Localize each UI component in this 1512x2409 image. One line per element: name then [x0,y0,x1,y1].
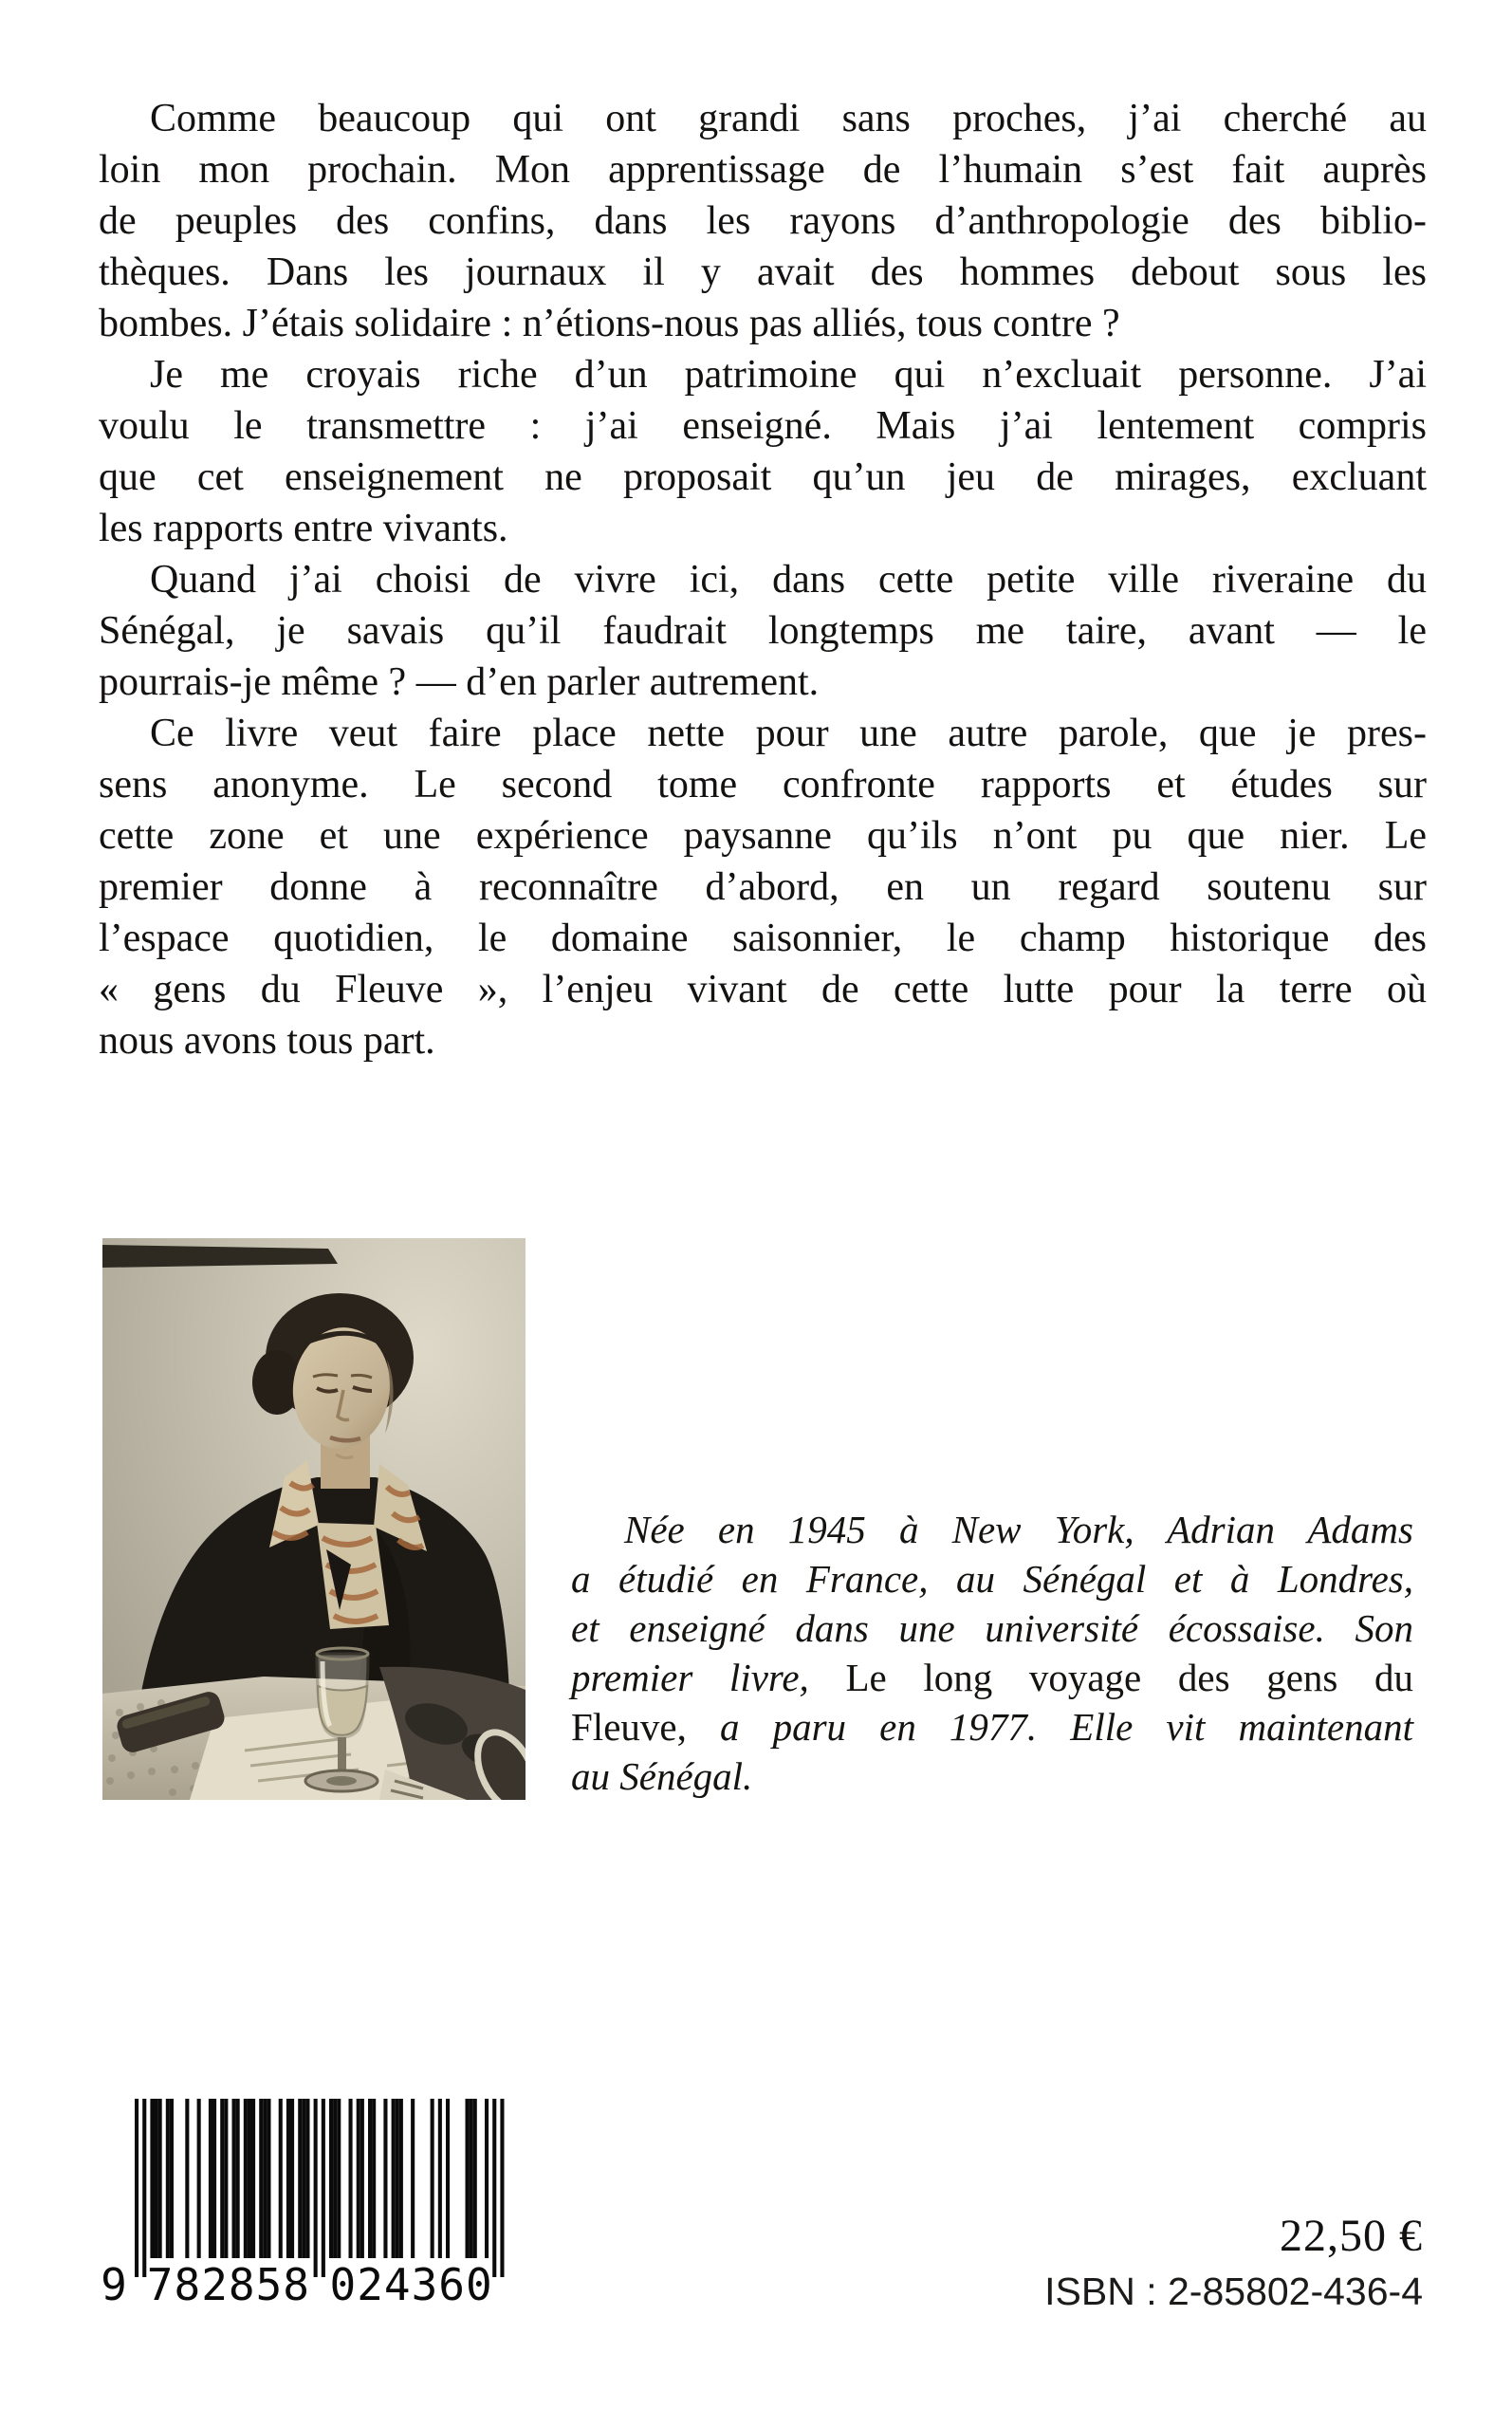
ean-barcode-svg [101,2099,512,2306]
text-line: Je me croyais riche d’un patrimoine qui n’excluait personne. J’ai [150,353,1427,397]
synopsis-text [99,93,1427,1066]
text-line: Comme beaucoup qui ont grandi sans proches, j’ai cherché au [150,97,1427,140]
text-line: nous avons tous part. [99,1019,435,1063]
barcode-digit: 5 [255,2259,283,2306]
bio-line [571,1603,1413,1653]
author-photo-illustration [102,1238,526,1800]
photo-shelf-bar [102,1245,338,1268]
bio-text: Née en 1945 à New York, Adrian Adams [624,1508,1413,1551]
text-line: premier donne à reconnaître d’abord, en un regard soutenu sur [99,865,1427,909]
barcode-digit: 2 [357,2259,383,2306]
text-line: thèques. Dans les journaux il y avait des hommes debout sous les [99,250,1427,294]
bio-line [571,1653,1413,1702]
text-line: sens anonyme. Le second tome confronte rapports et études sur [99,763,1427,806]
bio-text: au Sénégal. [571,1754,753,1798]
isbn: ISBN : 2-85802-436-4 [1044,2270,1423,2313]
barcode-digit: 7 [146,2259,174,2306]
barcode-digit: 2 [201,2259,228,2306]
barcode-digit: 8 [174,2259,201,2306]
text-line: Ce livre veut faire place nette pour une autre parole, que je pres- [150,712,1427,755]
bio-text: a étudié en France, au Sénégal et à Londres, [571,1557,1413,1601]
text-line: l’espace quotidien, le domaine saisonnier, le champ historique des [99,917,1427,960]
barcode-digit: 8 [283,2259,310,2306]
barcode-digit: 0 [329,2259,357,2306]
bio-line [571,1702,1413,1751]
book-title-roman: Le long voyage des gens du [845,1656,1413,1699]
text-line: pourrais-je même ? — d’en parler autrement. [99,660,820,704]
bio-line [571,1554,1413,1603]
author-photo [102,1238,526,1800]
barcode-digit: 9 [101,2259,127,2306]
text-line: cette zone et une expérience paysanne qu’ils n’ont pu que nier. Le [99,814,1427,858]
bio-text: premier livre, [571,1656,846,1699]
text-line: Quand j’ai choisi de vivre ici, dans cette petite ville riveraine du [150,558,1427,602]
text-line: « gens du Fleuve », l’enjeu vivant de cette lutte pour la terre où [99,968,1427,1011]
bio-line [571,1505,1413,1554]
text-line: les rapports entre vivants. [99,507,508,550]
barcode-digit: 6 [438,2259,466,2306]
text-line: loin mon prochain. Mon apprentissage de l’humain s’est fait auprès [99,148,1427,192]
text-line: Sénégal, je savais qu’il faudrait longtemps me taire, avant — le [99,609,1427,653]
text-line: voulu le transmettre : j’ai enseigné. Mais j’ai lentement compris [99,404,1427,448]
bio-text: a paru en 1977. Elle vit maintenant [686,1705,1413,1749]
ean-barcode [101,2099,512,2306]
price: 22,50 € [1280,2211,1423,2261]
paragraph [99,708,1427,1066]
book-title-roman: Fleuve, [571,1705,687,1749]
text-line: bombes. J’étais solidaire : n’étions-nous pas alliés, tous contre ? [99,302,1120,345]
text-line: que cet enseignement ne proposait qu’un jeu de mirages, excluant [99,455,1427,499]
author-bio [571,1505,1413,1801]
paragraph [99,554,1427,708]
barcode-digit: 8 [228,2259,255,2306]
barcode-digit: 4 [383,2259,411,2306]
bio-text: et enseigné dans une université écossaise. Son [571,1606,1413,1650]
bio-line [571,1751,1413,1801]
paragraph [99,349,1427,554]
barcode-digit: 3 [411,2259,438,2306]
paragraph [99,93,1427,349]
barcode-digit: 0 [465,2259,492,2306]
text-line: de peuples des confins, dans les rayons d’anthropologie des biblio- [99,199,1427,243]
